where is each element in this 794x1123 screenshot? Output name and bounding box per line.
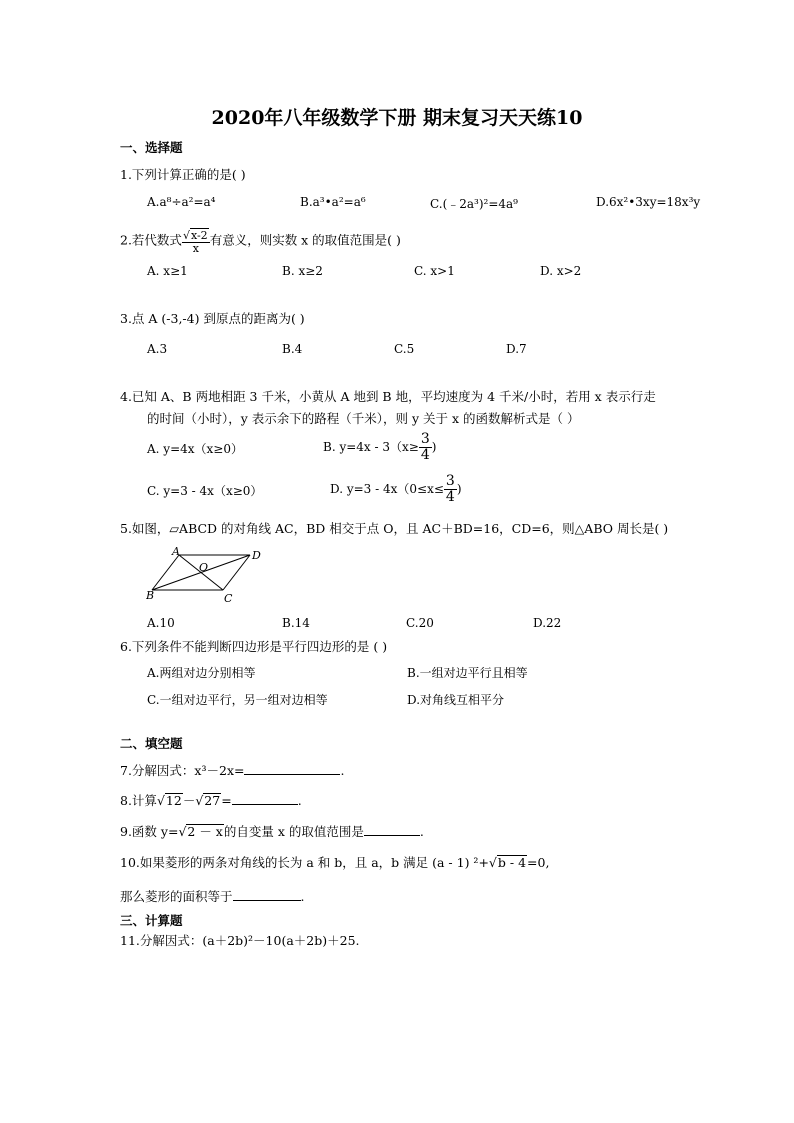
question-11-stem: 11.分解因式：(a＋2b)²－10(a＋2b)＋25. xyxy=(120,933,360,948)
question-2-option-c: C. x>1 xyxy=(414,264,455,278)
question-4-option-d-close: ) xyxy=(456,482,462,496)
question-9: 9.函数 y=√2 － x的自变量 x 的取值范围是 . xyxy=(120,824,424,839)
question-7-answer-blank[interactable] xyxy=(244,762,340,775)
question-10-line-1: 10.如果菱形的两条对角线的长为 a 和 b，且 a，b 满足 (a - 1) ²+√b - 4=0, xyxy=(120,855,550,870)
question-4-option-c: C. y=3 - 4x（x≥0） xyxy=(147,484,263,498)
question-10-text: 10.如果菱形的两条对角线的长为 a 和 b，且 a，b 满足 (a - 1) ²+ xyxy=(120,855,489,870)
vertex-label-c: C xyxy=(224,592,233,605)
question-3-option-b: B.4 xyxy=(282,342,303,356)
question-4-option-d-fraction xyxy=(444,474,457,505)
question-10-line-2-text: 那么菱形的面积等于 xyxy=(120,889,233,904)
question-4-option-b xyxy=(323,432,436,463)
vertex-label-b: B xyxy=(146,589,155,602)
question-1-option-c: C.(﹣2a³)²=4a⁹ xyxy=(430,197,518,211)
question-4-option-d-text: D. y=3 - 4x（0≤x≤ xyxy=(330,482,444,496)
question-4-option-a: A. y=4x（x≥0） xyxy=(147,442,243,456)
question-5-option-a: A.10 xyxy=(147,616,175,630)
question-1-stem: 1.下列计算正确的是( ) xyxy=(120,167,246,182)
question-8: 8.计算√12－√27= . xyxy=(120,793,302,808)
question-3-option-a: A.3 xyxy=(147,342,168,356)
question-7-period: . xyxy=(340,763,345,778)
question-9-text-post: 的自变量 x 的取值范围是 xyxy=(223,824,364,839)
question-2-option-a: A. x≥1 xyxy=(147,264,188,278)
question-5-option-d: D.22 xyxy=(533,616,562,630)
question-9-answer-blank[interactable] xyxy=(364,823,420,836)
question-10-period: . xyxy=(300,889,305,904)
question-9-radicand: 2 － x xyxy=(187,824,223,839)
question-8-equals: = xyxy=(221,793,232,808)
question-1-option-d: D.6x²•3xy=18x³y xyxy=(596,195,701,209)
question-6-option-b: B.一组对边平行且相等 xyxy=(407,666,528,680)
question-9-period: . xyxy=(419,824,424,839)
question-4-b-frac-den: 4 xyxy=(420,447,430,463)
question-2-radicand: x-2 xyxy=(190,229,208,242)
question-5-stem: 5.如图，▱ABCD 的对角线 AC，BD 相交于点 O，且 AC＋BD=16，CD=6，则△ABO 周长是( ) xyxy=(120,521,669,536)
question-8-radicand-2: 27 xyxy=(204,793,221,808)
section-heading-choice: 一、选择题 xyxy=(120,140,183,155)
question-4-line-2: 的时间（小时），y 表示余下的路程（千米），则 y 关于 x 的函数解析式是（ ） xyxy=(147,411,580,426)
question-8-minus: － xyxy=(182,793,196,808)
question-8-period: . xyxy=(297,793,302,808)
question-5-option-c: C.20 xyxy=(406,616,434,630)
question-4-option-b-text: B. y=4x - 3（x≥ xyxy=(323,440,419,454)
question-4-line-1: 4.已知 A、B 两地相距 3 千米，小黄从 A 地到 B 地，平均速度为 4 千米/小时，若用 x 表示行走 xyxy=(120,389,656,404)
question-3-stem: 3.点 A (-3,-4) 到原点的距离为( ) xyxy=(120,311,305,326)
question-2-fraction: $\frac{√x-2}{x}$ xyxy=(182,229,208,255)
section-heading-fill: 二、填空题 xyxy=(120,736,183,751)
parallelogram-diagram xyxy=(146,547,268,605)
section-heading-calc: 三、计算题 xyxy=(120,913,183,928)
question-7 xyxy=(120,761,344,779)
vertex-label-a: A xyxy=(172,547,180,558)
question-4-option-b-close: ) xyxy=(431,440,437,454)
question-6-option-a: A.两组对边分别相等 xyxy=(147,666,256,680)
question-2-stem-pre: 2.若代数式 xyxy=(120,232,182,248)
question-4-option-b-fraction xyxy=(419,432,432,463)
question-10-text-post: =0, xyxy=(527,855,550,870)
question-1-option-a: A.a⁸÷a²=a⁴ xyxy=(147,195,216,209)
question-5-option-b: B.14 xyxy=(282,616,310,630)
question-3-option-d: D.7 xyxy=(506,342,527,356)
question-7-text: 7.分解因式：x³－2x= xyxy=(120,763,245,778)
question-10-radicand: b - 4 xyxy=(497,855,527,870)
question-2-option-b: B. x≥2 xyxy=(282,264,323,278)
question-3-option-c: C.5 xyxy=(394,342,415,356)
vertex-label-o: O xyxy=(199,561,209,574)
question-6-option-c: C.一组对边平行，另一组对边相等 xyxy=(147,693,328,707)
question-8-answer-blank[interactable] xyxy=(232,792,298,805)
question-2-stem xyxy=(120,228,401,254)
question-2-stem-post: 有意义，则实数 x 的取值范围是( ) xyxy=(209,232,401,248)
question-4-d-frac-den: 4 xyxy=(445,489,455,505)
question-6-option-d: D.对角线互相平分 xyxy=(407,693,505,707)
question-8-radicand-1: 12 xyxy=(165,793,182,808)
question-2-option-d: D. x>2 xyxy=(540,264,582,278)
page-title: 2020年八年级数学下册 期末复习天天练10 xyxy=(211,107,583,129)
question-4-option-d xyxy=(330,474,462,505)
question-2-denominator: x xyxy=(192,242,199,255)
question-4-d-frac-num: 3 xyxy=(445,473,455,489)
question-1-option-b: B.a³•a²=a⁶ xyxy=(300,195,366,209)
question-8-text: 8.计算 xyxy=(120,793,157,808)
question-10-answer-blank[interactable] xyxy=(233,888,301,901)
question-9-text: 9.函数 y= xyxy=(120,824,179,839)
question-4-b-frac-num: 3 xyxy=(420,431,430,447)
question-6-stem: 6.下列条件不能判断四边形是平行四边形的是 ( ) xyxy=(120,639,388,654)
question-10-line-2 xyxy=(120,887,305,905)
vertex-label-d: D xyxy=(252,549,261,562)
